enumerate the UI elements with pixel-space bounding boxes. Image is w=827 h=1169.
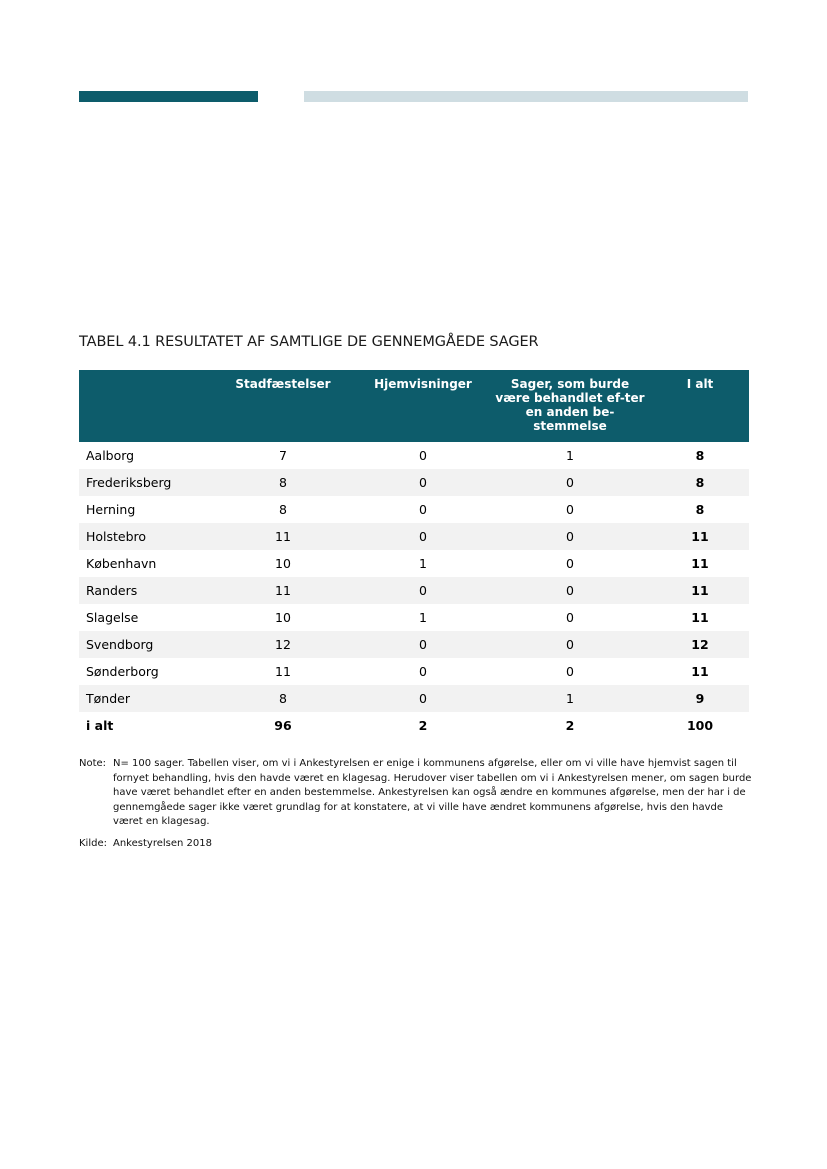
cell-hjemvisninger: 0 xyxy=(357,469,489,496)
cell-stadfaestelser: 10 xyxy=(275,610,291,625)
table-row xyxy=(79,685,749,712)
row-name: Tønder xyxy=(79,685,209,712)
cell-anden-bestemmelse: 0 xyxy=(566,664,574,679)
row-name: Svendborg xyxy=(79,631,209,658)
cell-hjemvisninger: 0 xyxy=(357,577,489,604)
table-row xyxy=(79,604,749,631)
header-light-bar xyxy=(304,91,748,102)
table-notes xyxy=(79,757,754,851)
cell-i-alt: 100 xyxy=(686,718,714,733)
cell-stadfaestelser: 10 xyxy=(275,556,291,571)
row-name: Slagelse xyxy=(86,610,139,625)
table-row xyxy=(79,577,749,604)
cell-hjemvisninger: 0 xyxy=(419,502,427,517)
row-name: Aalborg xyxy=(86,448,135,463)
cell-stadfaestelser: 8 xyxy=(209,685,357,712)
cell-anden-bestemmelse: 0 xyxy=(566,502,574,517)
cell-i-alt: 11 xyxy=(691,610,709,625)
note-text: N= 100 sager. Tabellen viser, om vi i Ankestyrelsen er enige i kommunens afgørelse, eller om vi ville have hjemvist sagen til fornyet behandling, hvis den havde været en klagesag. Herudover viser tabellen om vi i Ankestyrelsen mener, om sagen burde have været behandlet efter en anden bestemmelse. Ankestyrelsen kan også ændre en kommunes afgørelse, men der har i de gennemgåede sager ikke været grundlag for at konstatere, at vi ville have ændret kommunens afgørelse, hvis den havde været en klagesag. xyxy=(113,758,752,827)
header-i-alt: I alt xyxy=(651,370,749,442)
cell-i-alt: 8 xyxy=(695,448,705,463)
table-row xyxy=(79,523,749,550)
cell-i-alt: 11 xyxy=(691,664,709,679)
cell-hjemvisninger: 0 xyxy=(357,523,489,550)
row-name: Randers xyxy=(79,577,209,604)
header-accent-bar xyxy=(79,91,258,102)
cell-i-alt: 8 xyxy=(695,502,705,517)
table-row xyxy=(79,469,749,496)
cell-hjemvisninger: 0 xyxy=(357,631,489,658)
cell-anden-bestemmelse: 0 xyxy=(489,469,651,496)
note-label: Note: xyxy=(79,758,107,769)
cell-i-alt: 9 xyxy=(651,685,749,712)
row-name: Sønderborg xyxy=(86,664,159,679)
cell-anden-bestemmelse: 0 xyxy=(489,577,651,604)
cell-anden-bestemmelse: 0 xyxy=(489,523,651,550)
row-name: Holstebro xyxy=(79,523,209,550)
row-name: Herning xyxy=(86,502,136,517)
source xyxy=(79,837,754,852)
cell-stadfaestelser: 8 xyxy=(279,502,287,517)
cell-stadfaestelser: 11 xyxy=(209,577,357,604)
cell-i-alt: 11 xyxy=(651,523,749,550)
table-row xyxy=(79,550,749,577)
cell-hjemvisninger: 0 xyxy=(357,685,489,712)
results-table xyxy=(79,370,749,739)
cell-stadfaestelser: 96 xyxy=(274,718,292,733)
header-anden-bestemmelse: Sager, som burde være behandlet ef-ter en anden be-stemmelse xyxy=(489,370,651,442)
row-name: i alt xyxy=(86,718,114,733)
cell-stadfaestelser: 11 xyxy=(275,664,291,679)
cell-i-alt: 11 xyxy=(691,556,709,571)
cell-hjemvisninger: 1 xyxy=(419,556,427,571)
header-stadfaestelser: Stadfæstelser xyxy=(209,370,357,442)
cell-i-alt: 8 xyxy=(651,469,749,496)
table-row xyxy=(79,496,749,523)
cell-i-alt: 11 xyxy=(651,577,749,604)
table-total-row xyxy=(79,712,749,739)
table-row xyxy=(79,442,749,469)
cell-anden-bestemmelse: 1 xyxy=(489,685,651,712)
cell-stadfaestelser: 7 xyxy=(279,448,287,463)
cell-anden-bestemmelse: 0 xyxy=(566,556,574,571)
cell-i-alt: 12 xyxy=(651,631,749,658)
source-label: Kilde: xyxy=(79,837,107,849)
cell-hjemvisninger: 1 xyxy=(419,610,427,625)
note xyxy=(79,757,754,830)
row-name: København xyxy=(86,556,157,571)
cell-anden-bestemmelse: 1 xyxy=(566,448,574,463)
header-hjemvisninger: Hjemvisninger xyxy=(357,370,489,442)
cell-stadfaestelser: 12 xyxy=(209,631,357,658)
cell-anden-bestemmelse: 0 xyxy=(489,631,651,658)
cell-hjemvisninger: 0 xyxy=(419,448,427,463)
cell-anden-bestemmelse: 2 xyxy=(565,718,575,733)
source-text: Ankestyrelsen 2018 xyxy=(113,837,212,849)
table-title: TABEL 4.1 RESULTATET AF SAMTLIGE DE GENNEMGÅEDE SAGER xyxy=(79,334,539,350)
header-municipality xyxy=(79,370,209,442)
table-row xyxy=(79,631,749,658)
table-row xyxy=(79,658,749,685)
cell-hjemvisninger: 0 xyxy=(419,664,427,679)
row-name: Frederiksberg xyxy=(79,469,209,496)
cell-hjemvisninger: 2 xyxy=(418,718,428,733)
cell-anden-bestemmelse: 0 xyxy=(566,610,574,625)
cell-stadfaestelser: 11 xyxy=(209,523,357,550)
cell-stadfaestelser: 8 xyxy=(209,469,357,496)
table-header-row xyxy=(79,370,749,442)
